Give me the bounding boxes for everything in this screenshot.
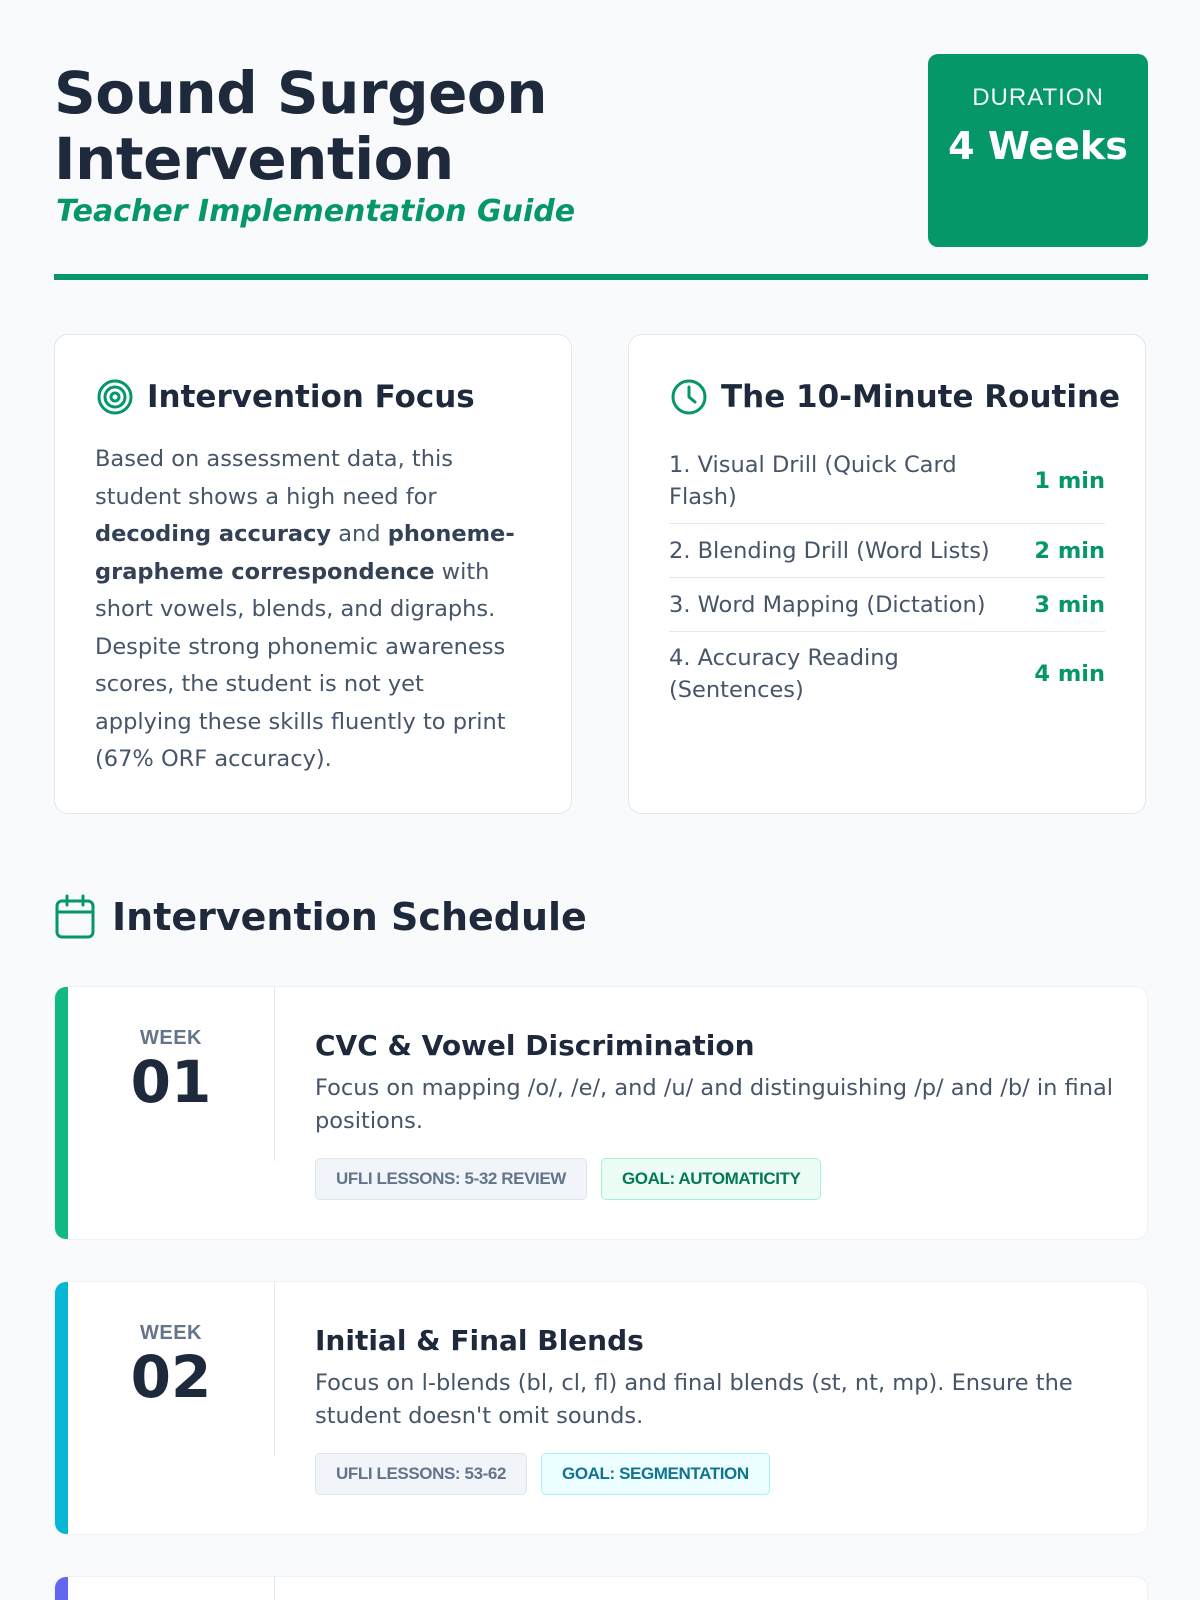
week-content xyxy=(315,1029,1115,1200)
routine-time: 2 min xyxy=(1034,537,1105,564)
focus-text-part: Based on assessment data, this student shows a high need for xyxy=(95,446,453,510)
week-title: Initial & Final Blends xyxy=(315,1324,644,1357)
routine-item xyxy=(669,524,1105,578)
target-icon xyxy=(95,377,135,417)
week-content xyxy=(315,1324,1115,1495)
goal-tag: GOAL: SEGMENTATION xyxy=(541,1453,770,1495)
routine-list xyxy=(669,439,1105,716)
week-label: WEEK xyxy=(140,1027,202,1049)
duration-value: 4 Weeks xyxy=(948,124,1128,168)
routine-item xyxy=(669,632,1105,716)
routine-card xyxy=(628,334,1146,814)
focus-text-part: and xyxy=(331,521,388,547)
header-divider xyxy=(54,274,1148,280)
lessons-tag: UFLI LESSONS: 53-62 xyxy=(315,1453,527,1495)
week-description: Focus on mapping /o/, /e/, and /u/ and distinguishing /p/ and /b/ in final positions. xyxy=(315,1075,1114,1134)
week-label: WEEK xyxy=(140,1322,202,1344)
focus-card-title: Intervention Focus xyxy=(147,379,475,415)
header xyxy=(54,54,1148,280)
focus-highlight-correspondence: phoneme-grapheme correspondence xyxy=(95,521,515,585)
duration-badge xyxy=(928,54,1148,247)
page-subtitle: Teacher Implementation Guide xyxy=(56,194,576,229)
week-number-column xyxy=(68,1282,275,1456)
focus-card xyxy=(54,334,572,814)
focus-text-part: with short vowels, blends, and digraphs. Despite strong phonemic awareness scores, the student is not yet applying these skills fluently to print (67% ORF accuracy). xyxy=(95,558,506,772)
week-accent-bar xyxy=(55,987,68,1239)
routine-time: 4 min xyxy=(1034,661,1105,687)
routine-item xyxy=(669,578,1105,632)
week-description: Focus on l-blends (bl, cl, fl) and final blends (st, nt, mp). Ensure the student doesn't omit sounds. xyxy=(315,1370,1073,1429)
duration-label: DURATION xyxy=(972,84,1104,111)
routine-card-header xyxy=(669,377,1120,417)
page-title: Sound Surgeon Intervention xyxy=(54,59,548,193)
goal-tag: GOAL: AUTOMATICITY xyxy=(601,1158,822,1200)
week-card-02 xyxy=(54,1281,1148,1535)
clock-icon xyxy=(669,377,709,417)
week-title: CVC & Vowel Discrimination xyxy=(315,1029,755,1062)
week-number: 01 xyxy=(130,1048,212,1116)
routine-step: 4. Accuracy Reading (Sentences) xyxy=(669,645,899,703)
guide-page xyxy=(54,54,1148,1483)
routine-step: 1. Visual Drill (Quick Card Flash) xyxy=(669,452,957,510)
week-card-01 xyxy=(54,986,1148,1240)
week-card-03 xyxy=(54,1576,1148,1600)
schedule-title: Intervention Schedule xyxy=(112,895,587,939)
week-tags xyxy=(315,1158,1115,1200)
week-tags xyxy=(315,1453,1115,1495)
week-accent-bar xyxy=(55,1577,68,1600)
routine-step: 2. Blending Drill (Word Lists) xyxy=(669,537,990,564)
routine-step: 3. Word Mapping (Dictation) xyxy=(669,591,986,618)
week-number-column xyxy=(68,987,275,1161)
focus-highlight-decoding: decoding accuracy xyxy=(95,521,332,547)
lessons-tag: UFLI LESSONS: 5-32 REVIEW xyxy=(315,1158,587,1200)
routine-item xyxy=(669,439,1105,524)
week-number: 02 xyxy=(130,1343,212,1411)
info-cards xyxy=(54,334,1148,814)
focus-description xyxy=(95,441,525,779)
calendar-icon xyxy=(54,894,96,940)
routine-time: 1 min xyxy=(1034,468,1105,494)
focus-card-header xyxy=(95,377,475,417)
week-accent-bar xyxy=(55,1282,68,1534)
routine-card-title: The 10-Minute Routine xyxy=(721,379,1121,415)
routine-time: 3 min xyxy=(1034,591,1105,618)
schedule-header xyxy=(54,894,587,940)
week-number-column xyxy=(68,1577,275,1600)
